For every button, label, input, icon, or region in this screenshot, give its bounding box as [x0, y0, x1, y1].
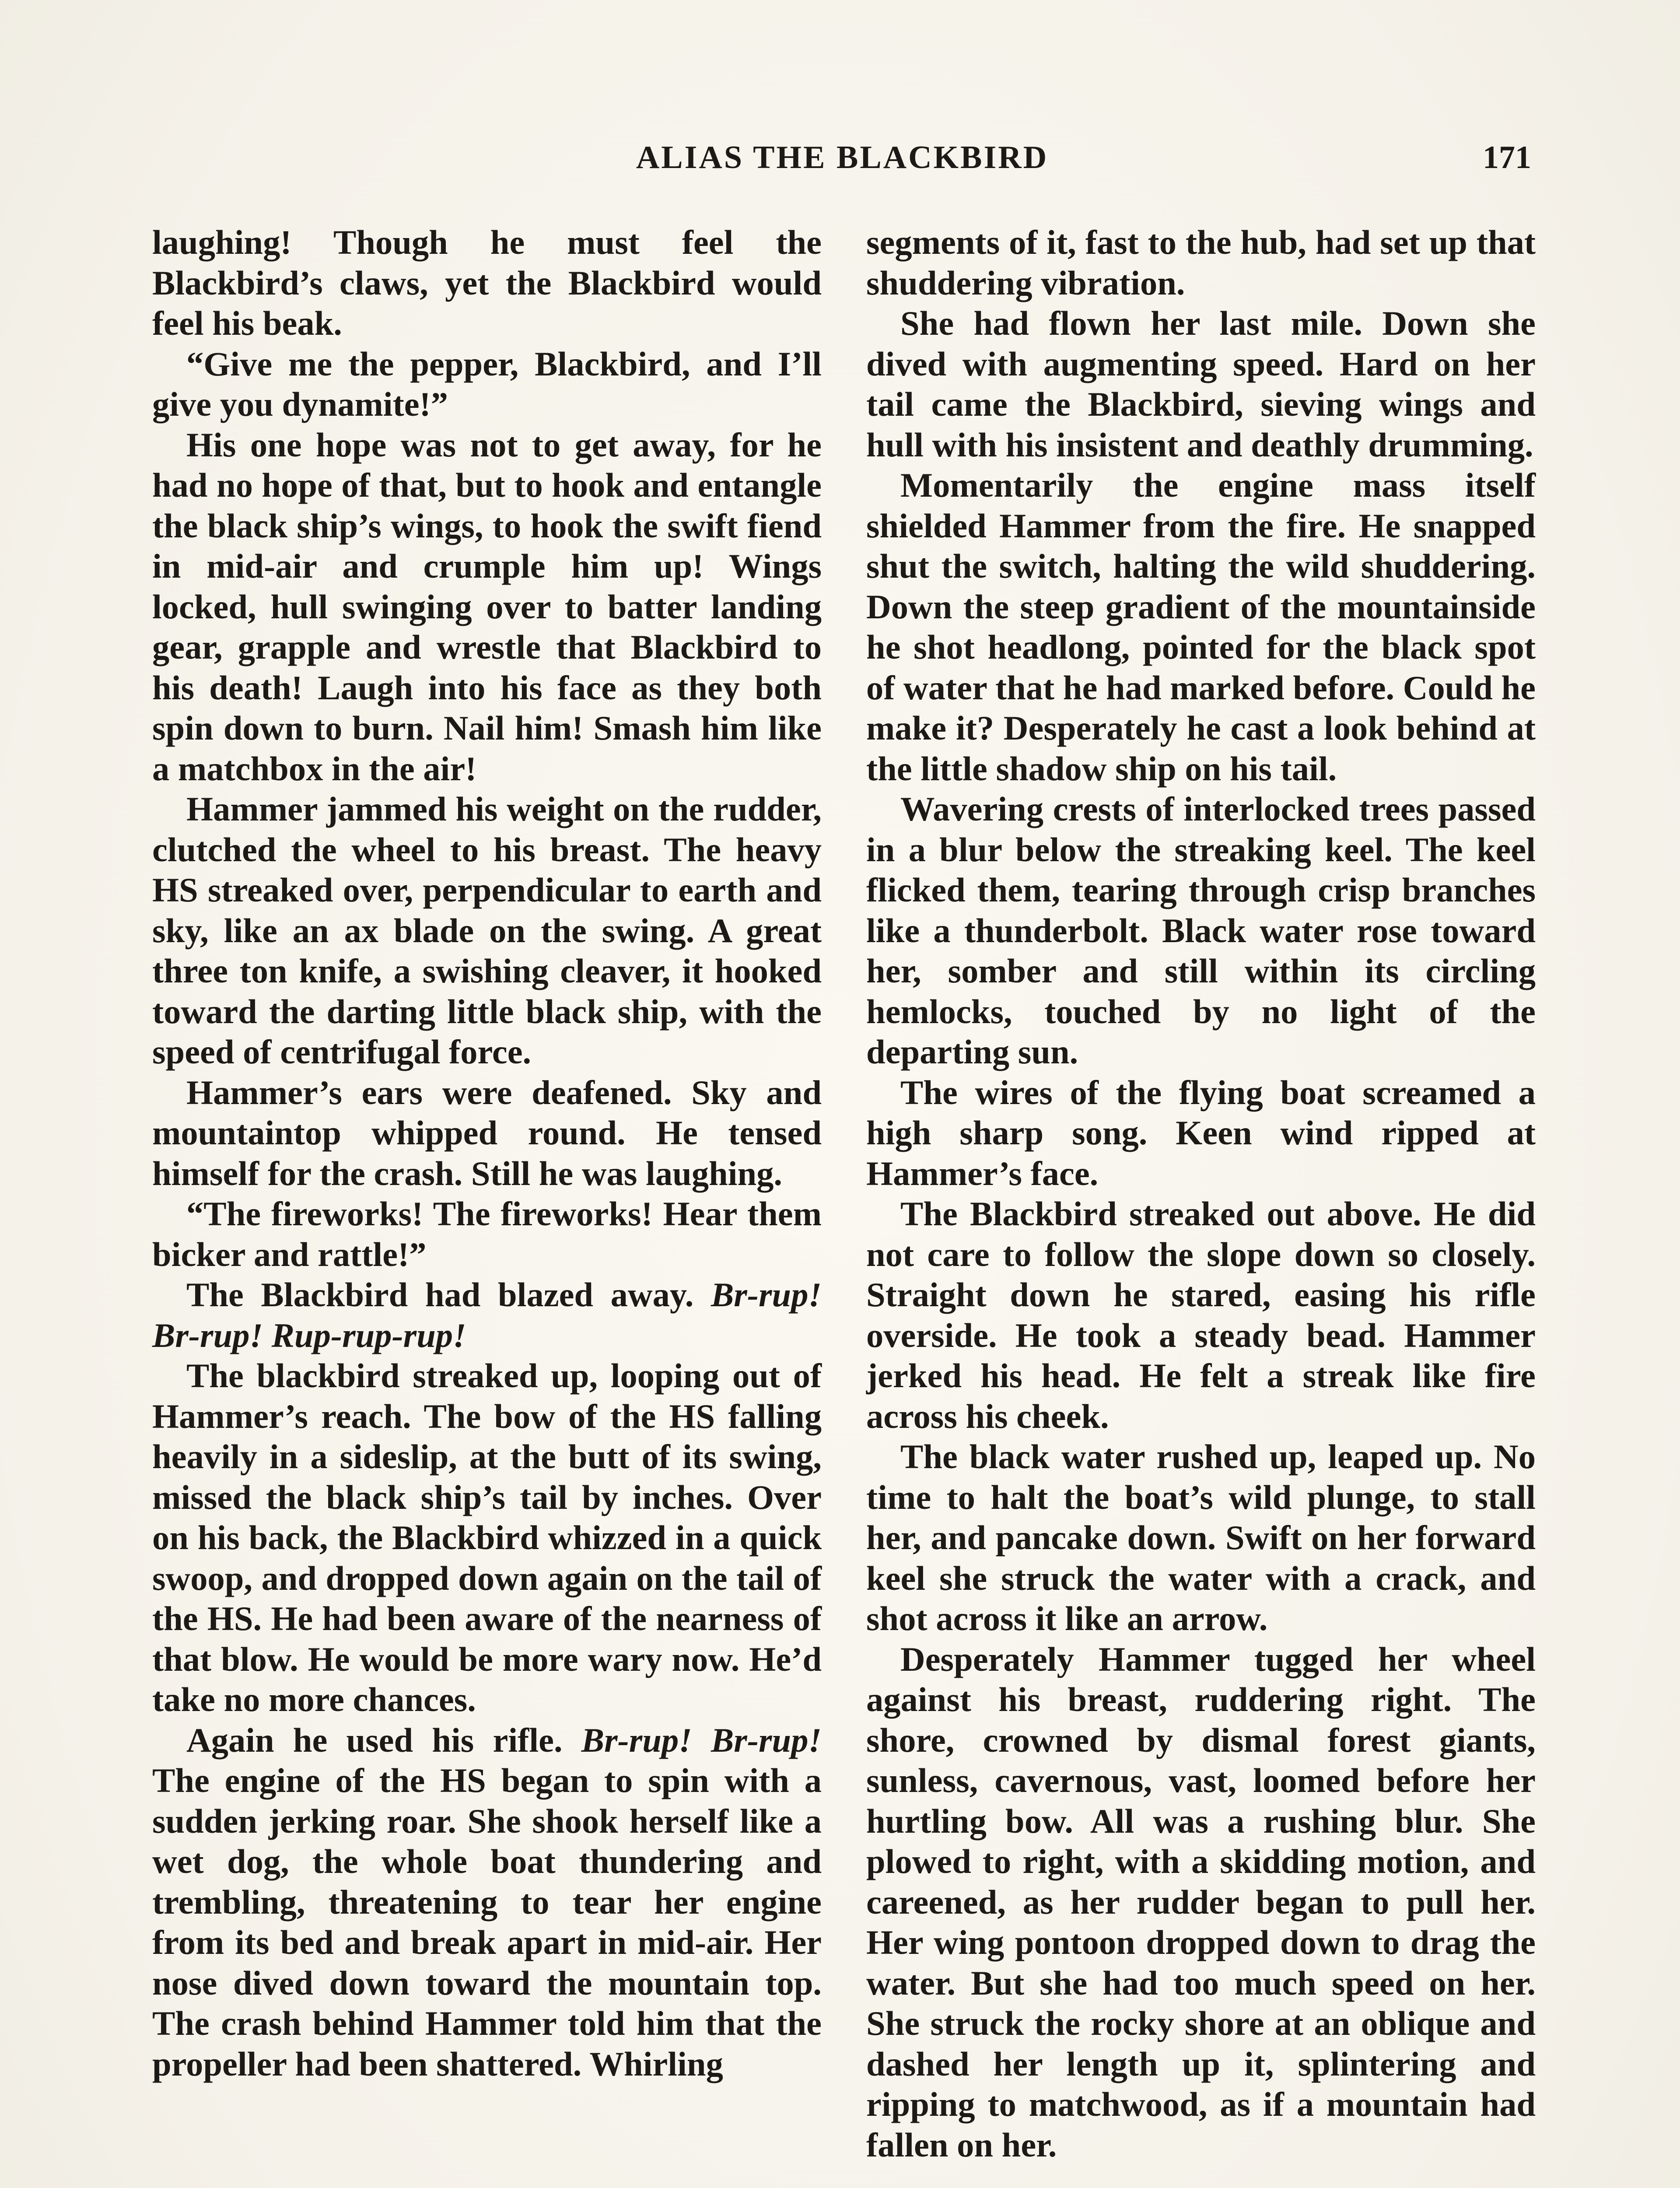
paragraph: laughing! Though he must feel the Blackbird’s claws, yet the Blackbird would feel his beak.	[152, 223, 822, 342]
page-number: 171	[1483, 140, 1531, 175]
paragraph-text: Again he used his rifle.	[186, 1721, 563, 1759]
paragraph: Wavering crests of interlocked trees passed in a blur below the streaking keel. The keel flicked them, tearing through crisp branches like a thunderbolt. Black water rose toward her, somber and still within its circling hemlocks, touched by no light of the departing sun.	[866, 790, 1536, 1071]
sound-effect-text: Br-rup! Br-rup! Rup-rup-rup!	[152, 1276, 822, 1354]
paragraph: Hammer’s ears were deafened. Sky and mountaintop whipped round. He tensed himself for the crash. Still he was laughing.	[152, 1073, 822, 1192]
paragraph: Momentarily the engine mass itself shielded Hammer from the fire. He snapped shut the switch, halting the wild shuddering. Down the steep gradient of the mountainside he shot headlong, pointed for the black spot of water that he had marked before. Could he make it? Desperately he cast a look behind at the little shadow ship on his tail.	[866, 466, 1536, 788]
paragraph: The wires of the flying boat screamed a high sharp song. Keen wind ripped at Hammer’s face.	[866, 1073, 1536, 1192]
paragraph: Hammer jammed his weight on the rudder, clutched the wheel to his breast. The heavy HS streaked over, perpendicular to earth and sky, like an ax blade on the swing. A great three ton knife, a swishing cleaver, it hooked toward the darting little black ship, with the speed of centrifugal force.	[152, 790, 822, 1071]
sound-effect-text: Br-rup! Br-rup!	[581, 1721, 822, 1759]
paragraph	[152, 1275, 822, 1356]
left-column	[152, 222, 822, 2084]
paragraph: “Give me the pepper, Blackbird, and I’ll give you dynamite!”	[152, 344, 822, 423]
paragraph: The blackbird streaked up, looping out of Hammer’s reach. The bow of the HS falling heavily in a sideslip, at the butt of its swing, missed the black ship’s tail by inches. Over on his back, the Blackbird whizzed in a quick swoop, and dropped down again on the tail of the HS. He had been aware of the nearness of that blow. He would be more wary now. He’d take no more chances.	[152, 1357, 822, 1718]
running-head: ALIAS THE BLACKBIRD	[636, 140, 1049, 175]
paragraph: The Blackbird streaked out above. He did not care to follow the slope down so closely. Straight down he stared, easing his rifle overside. He took a steady bead. Hammer jerked his head. He felt a streak like fire across his cheek.	[866, 1195, 1536, 1435]
paragraph-text: The engine of the HS began to spin with a sudden jerking roar. She shook herself like a wet dog, the whole boat thundering and trembling, threatening to tear her engine from its bed and break apart in mid-air. Her nose dived down toward the mountain top. The crash behind Hammer told him that the propeller had been shattered. Whirling	[152, 1761, 822, 2083]
paragraph: Desperately Hammer tugged her wheel against his breast, ruddering right. The shore, crowned by dismal forest giants, sunless, cavernous, vast, loomed before her hurtling bow. All was a rushing blur. She plowed to right, with a skidding motion, and careened, as her rudder began to pull her. Her wing pontoon dropped down to drag the water. But she had too much speed on her. She struck the rocky shore at an oblique and dashed her length up it, splintering and ripping to matchwood, as if a mountain had fallen on her.	[866, 1640, 1536, 2164]
paragraph: His one hope was not to get away, for he had no hope of that, but to hook and entangle the black ship’s wings, to hook the swift fiend in mid-air and crumple him up! Wings locked, hull swinging over to batter landing gear, grapple and wrestle that Blackbird to his death! Laugh into his face as they both spin down to burn. Nail him! Smash him like a matchbox in the air!	[152, 425, 822, 788]
paragraph: She had flown her last mile. Down she dived with augmenting speed. Hard on her tail came the Blackbird, sieving wings and hull with his insistent and deathly drumming.	[866, 304, 1536, 464]
right-column	[866, 222, 1536, 2165]
paragraph: The black water rushed up, leaped up. No time to halt the boat’s wild plunge, to stall her, and pancake down. Swift on her forward keel she struck the water with a crack, and shot across it like an arrow.	[866, 1438, 1536, 1637]
paragraph	[152, 1720, 822, 2085]
paragraph: “The fireworks! The fireworks! Hear them bicker and rattle!”	[152, 1195, 822, 1273]
paragraph: segments of it, fast to the hub, had set up that shuddering vibration.	[866, 223, 1536, 302]
page-header	[153, 139, 1531, 187]
paragraph-text: The Blackbird had blazed away.	[186, 1276, 694, 1314]
